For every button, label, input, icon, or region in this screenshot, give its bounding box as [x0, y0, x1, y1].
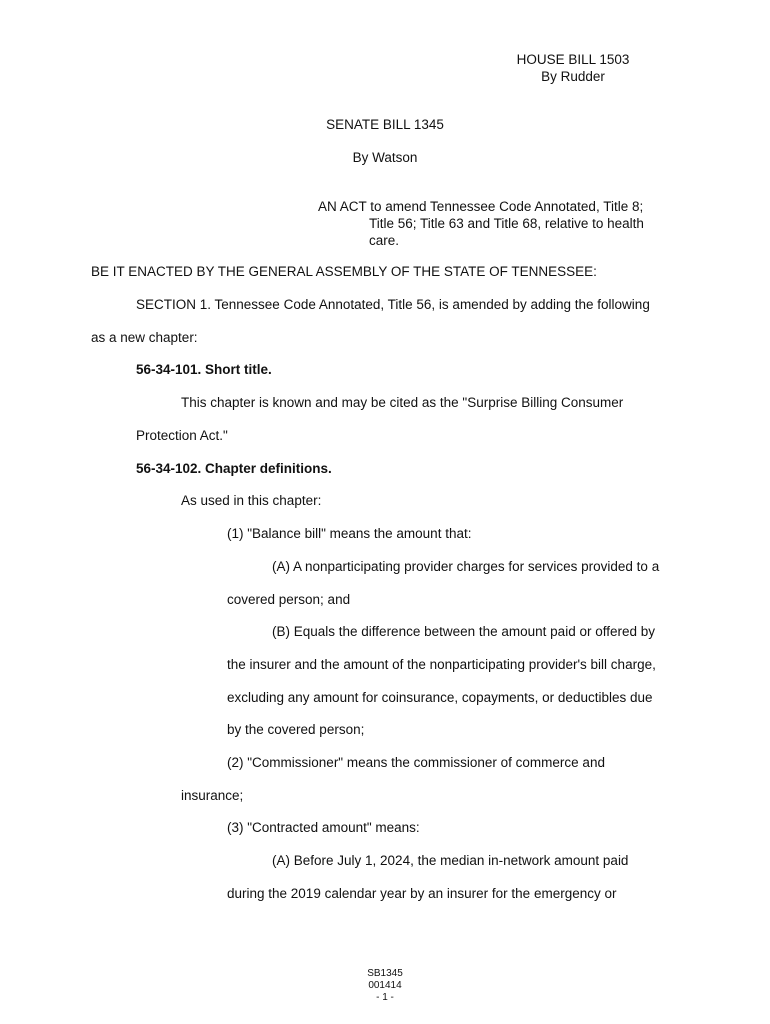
definitions-heading: 56-34-102. Chapter definitions. — [136, 461, 332, 476]
definition-subitem: by the covered person; — [227, 722, 365, 737]
definition-subitem: during the 2019 calendar year by an insurer for the emergency or — [227, 886, 617, 901]
footer-bill-id: SB1345 — [367, 968, 403, 979]
definition-subitem: (A) Before July 1, 2024, the median in-network amount paid — [272, 853, 629, 868]
short-title-heading: 56-34-101. Short title. — [136, 362, 272, 377]
enacting-clause: BE IT ENACTED BY THE GENERAL ASSEMBLY OF THE STATE OF TENNESSEE: — [91, 264, 597, 279]
house-bill-number: HOUSE BILL 1503 — [516, 52, 630, 67]
page-footer — [335, 968, 435, 1004]
section-1-text: as a new chapter: — [91, 330, 198, 345]
act-caption — [318, 198, 678, 249]
definition-subitem: excluding any amount for coinsurance, copayments, or deductibles due — [227, 690, 653, 705]
footer-page-number: - 1 - — [376, 992, 394, 1003]
definition-item: (3) "Contracted amount" means: — [227, 820, 420, 835]
definition-item: (1) "Balance bill" means the amount that: — [227, 526, 472, 541]
act-caption-line: care. — [369, 233, 400, 248]
definition-subitem: (A) A nonparticipating provider charges for services provided to a — [272, 559, 660, 574]
section-1-text: SECTION 1. Tennessee Code Annotated, Title 56, is amended by adding the following — [136, 297, 650, 312]
definition-subitem: covered person; and — [227, 592, 351, 607]
definition-item: insurance; — [181, 788, 244, 803]
house-bill-sponsor: By Rudder — [541, 69, 605, 84]
definition-subitem: the insurer and the amount of the nonparticipating provider's bill charge, — [227, 657, 656, 672]
definition-subitem: (B) Equals the difference between the amount paid or offered by — [272, 624, 655, 639]
short-title-text: This chapter is known and may be cited as the "Surprise Billing Consumer — [181, 395, 624, 410]
short-title-text: Protection Act." — [136, 428, 228, 443]
footer-draft-number: 001414 — [368, 980, 402, 991]
senate-bill-number: SENATE BILL 1345 — [326, 117, 444, 132]
definitions-intro: As used in this chapter: — [181, 493, 322, 508]
senate-bill-sponsor: By Watson — [352, 150, 418, 165]
act-caption-line: Title 56; Title 63 and Title 68, relative to health — [369, 216, 644, 231]
definition-item: (2) "Commissioner" means the commissioner of commerce and — [227, 755, 605, 770]
act-caption-line: AN ACT to amend Tennessee Code Annotated, Title 8; — [318, 199, 644, 214]
